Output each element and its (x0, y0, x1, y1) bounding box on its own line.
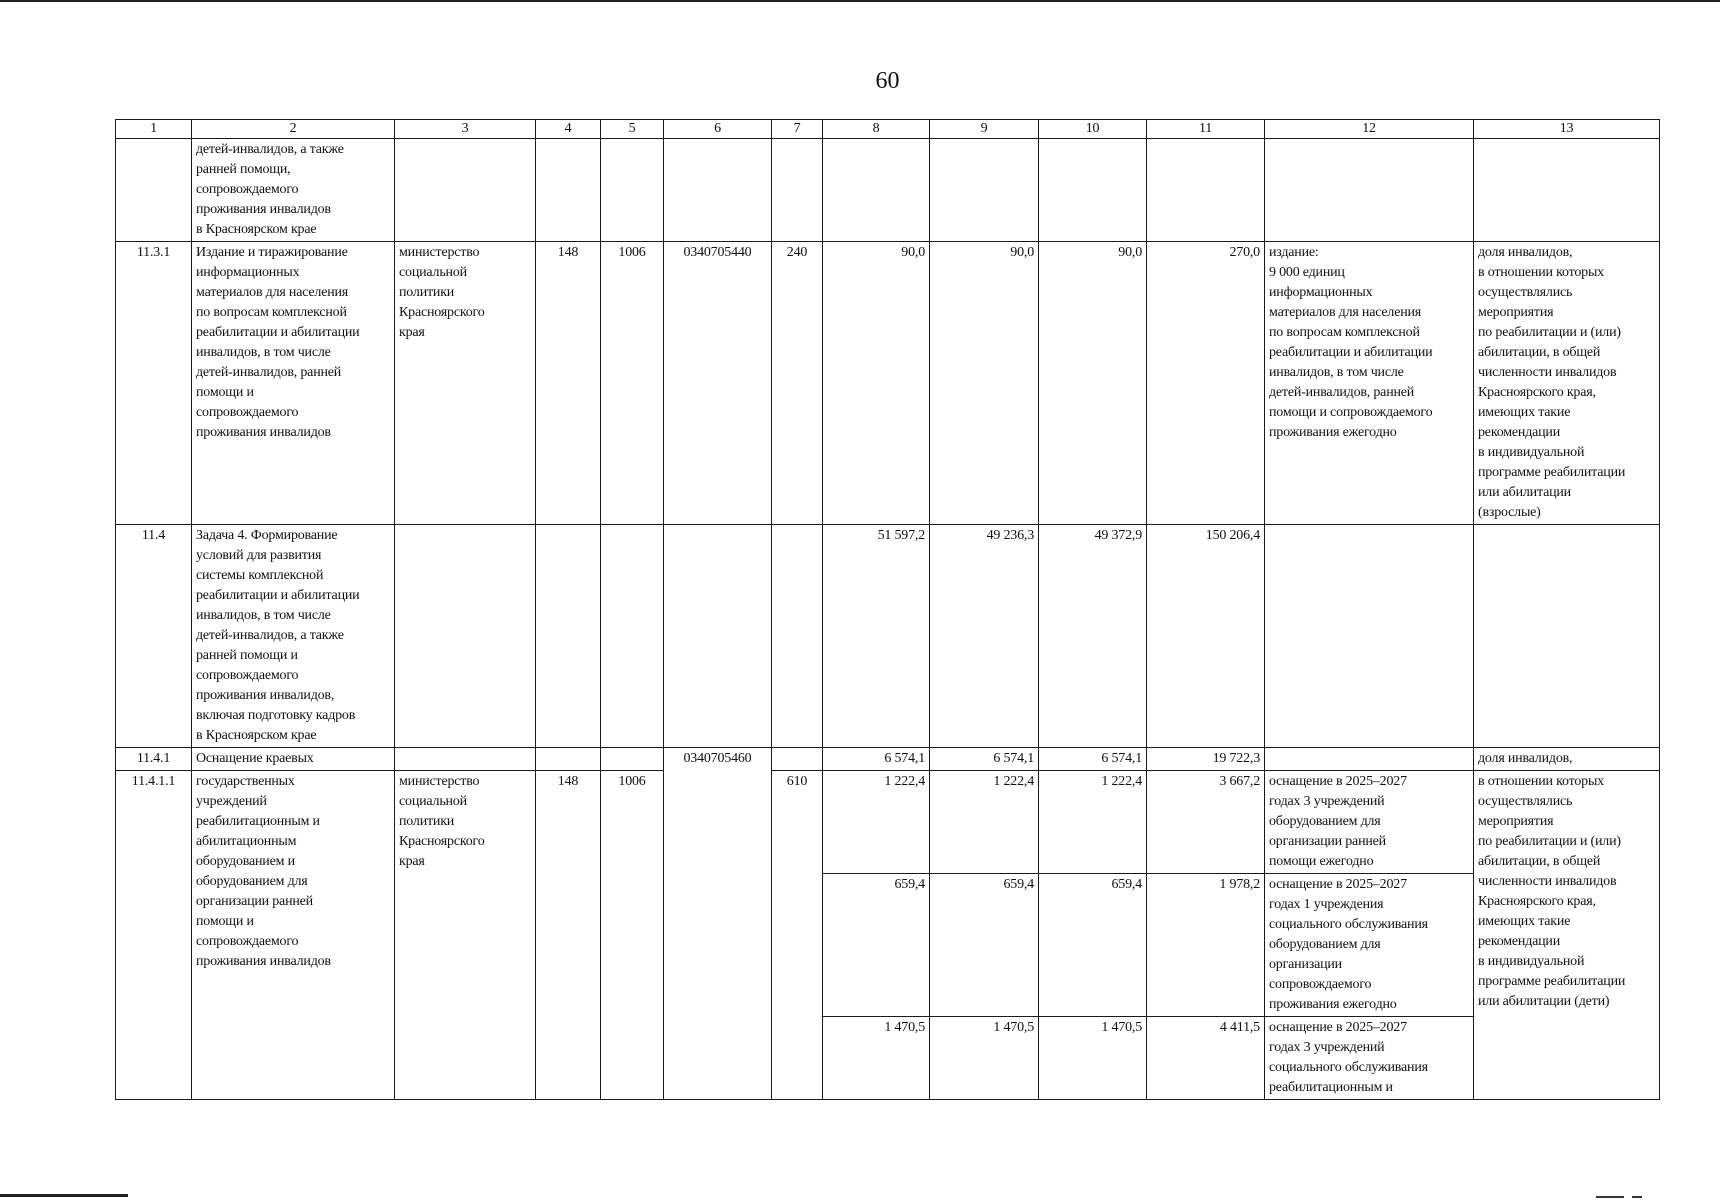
activity-name-cell: государственных учреждений реабилитационным и абилитационным оборудованием и оборудованием для организации ранней помощи и сопровождаемого проживания инвалидов (192, 771, 395, 1100)
empty-cell (601, 139, 664, 242)
empty-cell (1265, 525, 1474, 748)
row-number-cell (116, 139, 192, 242)
indicator-cell: доля инвалидов, (1474, 748, 1660, 771)
indicator-cell: в отношении которых осуществлялись мероприятия по реабилитации и (или) абилитации, в общей численности инвалидов Красноярского края, имеющих такие рекомендации в индивидуальной программе реабилитации или абилитации (дети) (1474, 771, 1660, 1100)
code-cell: 1006 (601, 771, 664, 1100)
amount-cell: 1 978,2 (1147, 874, 1265, 1017)
code-cell: 610 (772, 771, 823, 1100)
scan-noise-mark (1596, 1196, 1624, 1198)
column-number: 13 (1474, 120, 1660, 139)
amount-cell: 270,0 (1147, 242, 1265, 525)
table-row-continuation (116, 139, 1660, 242)
row-number-cell: 11.3.1 (116, 242, 192, 525)
code-cell: 148 (536, 242, 601, 525)
amount-cell: 1 222,4 (930, 771, 1039, 874)
amount-cell: 90,0 (930, 242, 1039, 525)
amount-cell: 1 470,5 (823, 1017, 930, 1100)
row-number-cell: 11.4.1 (116, 748, 192, 771)
empty-cell (536, 139, 601, 242)
amount-cell: 51 597,2 (823, 525, 930, 748)
amount-cell: 6 574,1 (1039, 748, 1147, 771)
amount-cell: 6 574,1 (930, 748, 1039, 771)
empty-cell (536, 748, 601, 771)
amount-cell: 90,0 (823, 242, 930, 525)
program-table (115, 119, 1660, 1100)
indicator-cell: доля инвалидов, в отношении которых осуществлялись мероприятия по реабилитации и (или) абилитации, в общей численности инвалидов Красноярского края, имеющих такие рекомендации в индивидуальной программе реабилитации или абилитации (взрослые) (1474, 242, 1660, 525)
table-row-11-4-1 (116, 748, 1660, 771)
activity-name-cell: Издание и тиражирование информационных материалов для населения по вопросам комплексной реабилитации и абилитации инвалидов, в том числе детей-инвалидов, ранней помощи и сопровождаемого проживания инвалидов (192, 242, 395, 525)
amount-cell: 3 667,2 (1147, 771, 1265, 874)
column-number: 5 (601, 120, 664, 139)
code-cell: 148 (536, 771, 601, 1100)
column-number: 12 (1265, 120, 1474, 139)
executor-cell: министерство социальной политики Красноярского края (395, 771, 536, 1100)
empty-cell (1265, 139, 1474, 242)
activity-name-cell: Задача 4. Формирование условий для развития системы комплексной реабилитации и абилитации инвалидов, в том числе детей-инвалидов, а также ранней помощи и сопровождаемого проживания инвалидов, включая подготовку кадров в Красноярском крае (192, 525, 395, 748)
code-cell: 0340705460 (664, 748, 772, 1100)
result-cell: издание: 9 000 единиц информационных материалов для населения по вопросам комплексной реабилитации и абилитации инвалидов, в том числе детей-инвалидов, ранней помощи и сопровождаемого проживания ежегодно (1265, 242, 1474, 525)
scan-top-border (0, 0, 1720, 2)
column-number: 1 (116, 120, 192, 139)
empty-cell (664, 139, 772, 242)
table-row-11-4 (116, 525, 1660, 748)
amount-cell: 659,4 (1039, 874, 1147, 1017)
empty-cell (823, 139, 930, 242)
empty-cell (664, 525, 772, 748)
empty-cell (395, 525, 536, 748)
table-row-11-3-1 (116, 242, 1660, 525)
empty-cell (1265, 748, 1474, 771)
scan-noise-mark (1632, 1196, 1642, 1198)
amount-cell: 1 222,4 (1039, 771, 1147, 874)
amount-cell: 150 206,4 (1147, 525, 1265, 748)
table-row-11-4-1-1 (116, 771, 1660, 874)
row-number-cell: 11.4.1.1 (116, 771, 192, 1100)
activity-name-cell: детей-инвалидов, а также ранней помощи, сопровождаемого проживания инвалидов в Красноярском крае (192, 139, 395, 242)
amount-cell: 1 222,4 (823, 771, 930, 874)
empty-cell (772, 748, 823, 771)
column-number: 10 (1039, 120, 1147, 139)
column-number-row (116, 120, 1660, 139)
empty-cell (601, 748, 664, 771)
amount-cell: 19 722,3 (1147, 748, 1265, 771)
amount-cell: 90,0 (1039, 242, 1147, 525)
empty-cell (1039, 139, 1147, 242)
empty-cell (772, 139, 823, 242)
page-number: 60 (875, 68, 900, 94)
column-number: 3 (395, 120, 536, 139)
column-number: 9 (930, 120, 1039, 139)
column-number: 4 (536, 120, 601, 139)
empty-cell (536, 525, 601, 748)
amount-cell: 659,4 (930, 874, 1039, 1017)
activity-name-cell: Оснащение краевых (192, 748, 395, 771)
empty-cell (1474, 139, 1660, 242)
amount-cell: 6 574,1 (823, 748, 930, 771)
empty-cell (395, 748, 536, 771)
result-cell: оснащение в 2025–2027 годах 3 учреждений социального обслуживания реабилитационным и (1265, 1017, 1474, 1100)
executor-cell: министерство социальной политики Красноярского края (395, 242, 536, 525)
result-cell: оснащение в 2025–2027 годах 1 учреждения социального обслуживания оборудованием для организации сопровождаемого проживания ежегодно (1265, 874, 1474, 1017)
amount-cell: 49 372,9 (1039, 525, 1147, 748)
amount-cell: 1 470,5 (1039, 1017, 1147, 1100)
result-cell: оснащение в 2025–2027 годах 3 учреждений оборудованием для организации ранней помощи ежегодно (1265, 771, 1474, 874)
empty-cell (1474, 525, 1660, 748)
column-number: 8 (823, 120, 930, 139)
scan-edge-mark (0, 1194, 128, 1197)
empty-cell (1147, 139, 1265, 242)
amount-cell: 659,4 (823, 874, 930, 1017)
column-number: 6 (664, 120, 772, 139)
column-number: 7 (772, 120, 823, 139)
code-cell: 240 (772, 242, 823, 525)
column-number: 2 (192, 120, 395, 139)
column-number: 11 (1147, 120, 1265, 139)
code-cell: 0340705440 (664, 242, 772, 525)
amount-cell: 49 236,3 (930, 525, 1039, 748)
empty-cell (772, 525, 823, 748)
empty-cell (930, 139, 1039, 242)
amount-cell: 4 411,5 (1147, 1017, 1265, 1100)
row-number-cell: 11.4 (116, 525, 192, 748)
empty-cell (395, 139, 536, 242)
amount-cell: 1 470,5 (930, 1017, 1039, 1100)
code-cell: 1006 (601, 242, 664, 525)
empty-cell (601, 525, 664, 748)
